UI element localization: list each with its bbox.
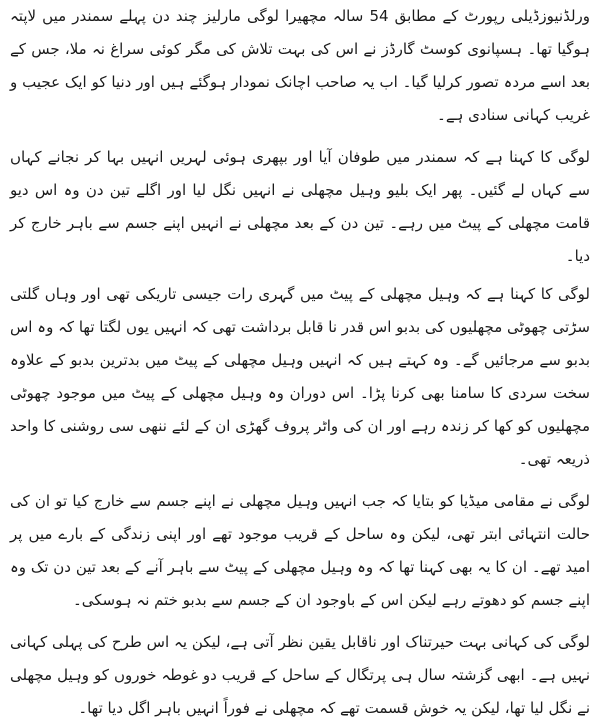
article-paragraph: لوگی کا کہنا ہے کہ سمندر میں طوفان آیا اور بپھری ہوئی لہریں انہیں بہا کر نجانے کہاں سے کہاں لے گئیں۔ پھر ایک بلیو وہیل مچھلی نے انہیں نگل لیا اور اگلے تین دن وہ اس دیو قامت مچھلی کے پیٹ میں رہے۔ تین دن کے بعد مچھلی نے انہیں اپنے جسم سے باہر خارج کر دیا۔ [10,148,590,265]
article-paragraph: لوگی کی کہانی بہت حیرتناک اور ناقابل یقین نظر آتی ہے، لیکن یہ اس طرح کی پہلی کہانی نہیں ہے۔ ابھی گزشتہ سال ہی پرتگال کے ساحل کے قریب دو غوطہ خوروں کو وہیل مچھلی نے نگل لیا تھا، لیکن یہ خوش قسمت تھے کہ مچھلی نے فوراً انہیں باہر اگل دیا تھا۔ [10,633,590,717]
article-paragraph: ورلڈنیوزڈیلی رپورٹ کے مطابق 54 سالہ مچھیرا لوگی مارلیز چند دن پہلے سمندر میں لاپتہ ہوگیا تھا۔ ہسپانوی کوسٹ گارڈز نے اس کی بہت تلاش کی مگر کوئی سراغ نہ ملا، جس کے بعد اسے مردہ تصور کرلیا گیا۔ اب یہ صاحب اچانک نمودار ہوگئے ہیں اور دنیا کو ایک عجیب و غریب کہانی سنادی ہے۔ [10,7,590,124]
article-body [10,0,590,725]
article-paragraph: لوگی نے مقامی میڈیا کو بتایا کہ جب انہیں وہیل مچھلی نے اپنے جسم سے خارج کیا تو ان کی حالت انتہائی ابتر تھی، لیکن وہ ساحل کے قریب موجود تھے اور اپنی زندگی کے بارے میں پر امید تھے۔ ان کا یہ بھی کہنا تھا کہ وہ وہیل مچھلی کے پیٹ سے باہر آنے کے بعد تین دن تک وہ اپنے جسم کو دھوتے رہے لیکن اس کے باوجود ان کے جسم سے بدبو ختم نہ ہوسکی۔ [10,492,590,609]
article-paragraph: لوگی کا کہنا ہے کہ وہیل مچھلی کے پیٹ میں گہری رات جیسی تاریکی تھی اور وہاں گلتی سڑتی چھوٹی مچھلیوں کی بدبو اس قدر نا قابل برداشت تھی کہ انہیں یوں لگتا تھا کہ وہ اس بدبو سے مرجائیں گے۔ وہ کہتے ہیں کہ انہیں وہیل مچھلی کے پیٹ میں بدترین بدبو کے علاوہ سخت سردی کا سامنا بھی کرنا پڑا۔ اس دوران وہ وہیل مچھلی کے پیٹ میں موجود چھوٹی مچھلیوں کو کھا کر زندہ رہے اور ان کی واٹر پروف گھڑی ان کے لئے ننھی سی روشنی کا واحد ذریعہ تھی۔ [10,285,590,468]
